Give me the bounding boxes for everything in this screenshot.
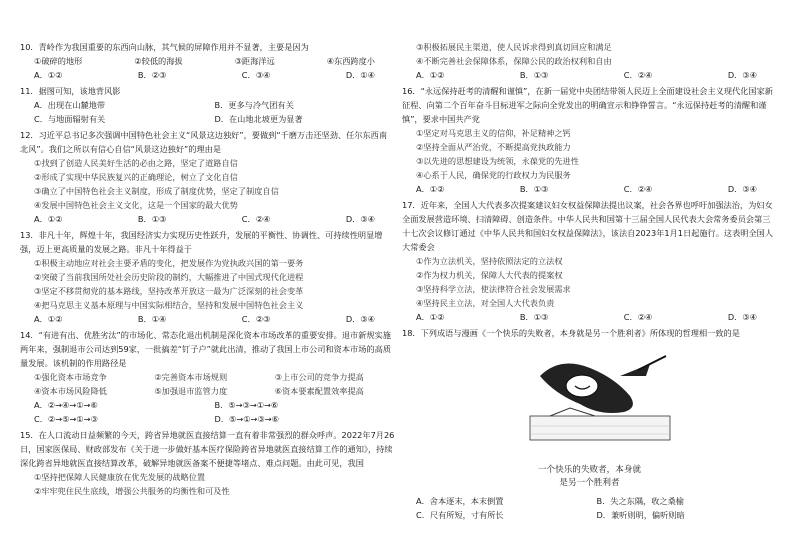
question-block <box>20 428 395 498</box>
answer-choices <box>402 310 777 324</box>
answer-choice: C．②④ <box>623 184 653 194</box>
question-block <box>20 128 395 226</box>
answer-choice: D．①④ <box>345 70 375 80</box>
statement-option: ③距海洋远 <box>234 56 275 66</box>
question-stem: 13．非凡十年，辉煌十年，我国经济实力实现历史性跃升，发展的平衡性、协调性、可持续性明显增强，迈上更高质量的发展之路。非凡十年得益于 <box>20 230 383 254</box>
answer-choice: D．③④ <box>727 184 757 194</box>
statement-item: ④心系于人民，确保党的行政权力为民服务 <box>416 170 571 180</box>
answer-choice: B．失之东隅，收之桑榆 <box>596 496 684 506</box>
answer-choices-q18 <box>402 494 777 522</box>
answer-choices <box>20 212 395 226</box>
statement-options <box>20 370 395 398</box>
answer-choice: A．②→④→①→⑥ <box>34 400 98 410</box>
answer-choice: B．⑤→③→①→⑥ <box>214 400 279 410</box>
statement-option: ⑥资本要素配置效率提高 <box>274 386 364 396</box>
answer-choice: D．③④ <box>345 314 375 324</box>
statement-item: ④坚持民主立法，对全国人大代表负责 <box>416 298 555 308</box>
answer-choice: A．①② <box>416 184 445 194</box>
question-block <box>402 84 777 196</box>
answer-choice: C．②④ <box>241 214 271 224</box>
cartoon-caption <box>402 464 777 490</box>
statement-option: ④东西跨度小 <box>326 56 375 66</box>
answer-choice: D．在山地北坡更为显著 <box>214 114 303 124</box>
statement-item: ①积极主动地应对社会主要矛盾的变化，把发展作为党执政兴国的第一要务 <box>34 258 304 268</box>
statement-item: ②突破了当前我国所处社会历史阶段的制约，大幅推进了中国式现代化进程 <box>34 272 304 282</box>
answer-choice: D．⑤→①→③→⑥ <box>214 414 279 424</box>
answer-choices <box>20 68 395 82</box>
question-block <box>402 326 777 340</box>
answer-choice: D．兼听则明，偏听则暗 <box>596 510 685 520</box>
statement-item: ①坚持把保障人民健康放在优先发展的战略位置 <box>34 472 206 482</box>
answer-choice: B．②③ <box>137 70 167 80</box>
cartoon-ground <box>530 416 670 440</box>
answer-choice: A．舍本逐末，本末倒置 <box>416 496 504 506</box>
statement-item: ④不断完善社会保障体系，保障公民的政治权利和自由 <box>416 56 612 66</box>
answer-choice: D．③④ <box>727 312 757 322</box>
statement-item: ①找到了创造人民美好生活的必由之路，坚定了道路自信 <box>34 158 238 168</box>
question-block <box>402 40 777 82</box>
statement-item: ②牢牢兜住民生底线，增强公共服务的均衡性和可及性 <box>34 486 230 496</box>
answer-choice: C．③④ <box>241 70 271 80</box>
answer-choice: C．②→⑤→①→③ <box>34 414 98 424</box>
statement-option: ②较低的海拔 <box>134 56 183 66</box>
answer-choice: C．②④ <box>623 312 653 322</box>
answer-choice: C．②③ <box>241 314 271 324</box>
answer-choice: A．①② <box>34 70 63 80</box>
statement-option: ①破碎的地形 <box>34 56 83 66</box>
statement-item: ①作为立法机关，坚持依照法定的立法权 <box>416 256 563 266</box>
answer-choice: D．③④ <box>727 70 757 80</box>
answer-choice: A．①② <box>34 214 63 224</box>
statement-option: ⑤加强退市监管力度 <box>154 386 228 396</box>
answer-choice: A．①② <box>34 314 63 324</box>
answer-choices <box>20 312 395 326</box>
answer-choice: C．②④ <box>623 70 653 80</box>
caption-line-2: 是另一个胜利者 <box>559 478 620 488</box>
answer-choice: B．①③ <box>137 214 167 224</box>
statement-item: ③积极拓展民主渠道，使人民诉求得到真切回应和满足 <box>416 42 612 52</box>
statement-option: ①强化资本市场竞争 <box>34 372 107 382</box>
answer-choice: C．尺有所短，寸有所长 <box>416 510 504 520</box>
statement-item: ③以先进的思想建设为统领，永葆党的先进性 <box>416 156 579 166</box>
question-stem: 18．下列成语与漫画《一个快乐的失败者，本身就是另一个胜利者》所体现的哲理相一致的是 <box>402 328 740 338</box>
answer-choices <box>20 398 395 426</box>
answer-choice: B．①③ <box>519 184 549 194</box>
question-stem: 10．青岭作为我国重要的东西向山脉，其气候的屏障作用并不显著，主要是因为 <box>20 42 309 52</box>
answer-choices <box>20 98 395 126</box>
question-block <box>20 328 395 426</box>
answer-choice: A．①② <box>416 70 445 80</box>
question-stem: 17．近年来，全国人大代表多次提案建议妇女权益保障法提出议案，社会各界也呼吁加强法治，为妇女全面发展营造环境、扫清障碍、创造条件。中华人民共和国第十三届全国人民代表大会常务委员会第三十七次会议修订通过《中华人民共和国妇女权益保障法》，该法自2023年1月1日起施行。这表明全国人大常委会 <box>402 200 774 252</box>
question-stem: 14．“有进有出、优胜劣汰”的市场化、常态化退出机制是深化资本市场改革的重要安排。退市新规实施两年来，强制退市公司达到59家，一批搞差“钉子户”就此出清，推动了我国上市公司和资本市场的高质量发展。该机制的作用路径是 <box>20 330 391 368</box>
answer-choice: D．③④ <box>345 214 375 224</box>
question-stem: 15．在人口流动日益频繁的今天，跨省异地就医直接结算一直有着非常强烈的群众呼声。2022年7月26日，国家医保局、财政部发布《关于进一步做好基本医疗保险跨省异地就医直接结算工作的通知》，持续深化跨省异地就医直接结算改革，破解异地就医备案不便捷等堵点、难点问题。由此可见，我国 <box>20 430 395 468</box>
answer-choice: C．与地面辐射有关 <box>34 114 106 124</box>
answer-choices <box>402 68 777 82</box>
question-block <box>20 40 395 82</box>
statement-item: ③坚持科学立法，使法律符合社会发展需求 <box>416 284 571 294</box>
question-stem: 16．“永远保持赶考的清醒和谨慎”，在新一届党中央团结带领人民迈上全面建设社会主义现代化国家新征程、向第二个百年奋斗目标进军之际向全党发出的明确宣示和铮铮誓言。“永远保持赶考的清醒和谨慎”，要求中国共产党 <box>402 86 773 124</box>
answer-choice: B．①③ <box>519 312 549 322</box>
answer-choice: B．更多与冷气团有关 <box>214 100 294 110</box>
left-column <box>20 40 395 500</box>
question-stem: 11．据图可知，该地背风影 <box>20 86 121 96</box>
statement-option: ③上市公司的竞争力提高 <box>274 372 364 382</box>
answer-choice: B．①③ <box>519 70 549 80</box>
statement-item: ③坚定不移贯彻党的基本路线，坚持改革开放这一最为广泛深刻的社会变革 <box>34 286 304 296</box>
cartoon-illustration <box>520 346 680 458</box>
statement-item: ④发展中国特色社会主义文化，这是一个国家的最大优势 <box>34 200 238 210</box>
question-block <box>402 198 777 324</box>
statement-option: ④资本市场风险降低 <box>34 386 107 396</box>
cartoon-face <box>566 375 598 397</box>
statement-item: ②作为权力机关，保障人大代表的提案权 <box>416 270 563 280</box>
question-stem: 12．习近平总书记多次强调中国特色社会主义“风景这边独好”，要做到“千磨万击还坚劲、任尔东西南北风”。我们之所以有信心自信“风景这边独好”的理由是 <box>20 130 388 154</box>
answer-choice: A．①② <box>416 312 445 322</box>
answer-choice: A．出现在山麓地带 <box>34 100 106 110</box>
statement-item: ②坚持全面从严治党，不断提高党执政能力 <box>416 142 571 152</box>
caption-line-1: 一个快乐的失败者，本身就 <box>537 465 642 475</box>
question-block <box>20 228 395 326</box>
question-block <box>20 84 395 126</box>
answer-choice: B．①④ <box>137 314 167 324</box>
statement-option: ②完善资本市场规则 <box>154 372 228 382</box>
statement-options <box>20 54 395 68</box>
right-column <box>402 40 777 522</box>
statement-item: ①坚定对马克思主义的信仰，补足精神之钙 <box>416 128 571 138</box>
statement-item: ④把马克思主义基本原理与中国实际相结合，坚持和发展中国特色社会主义 <box>34 300 304 310</box>
answer-choices <box>402 182 777 196</box>
statement-item: ③确立了中国特色社会主义制度，形成了制度优势，坚定了制度自信 <box>34 186 279 196</box>
statement-item: ②形成了实现中华民族复兴的正确理论，树立了文化自信 <box>34 172 238 182</box>
